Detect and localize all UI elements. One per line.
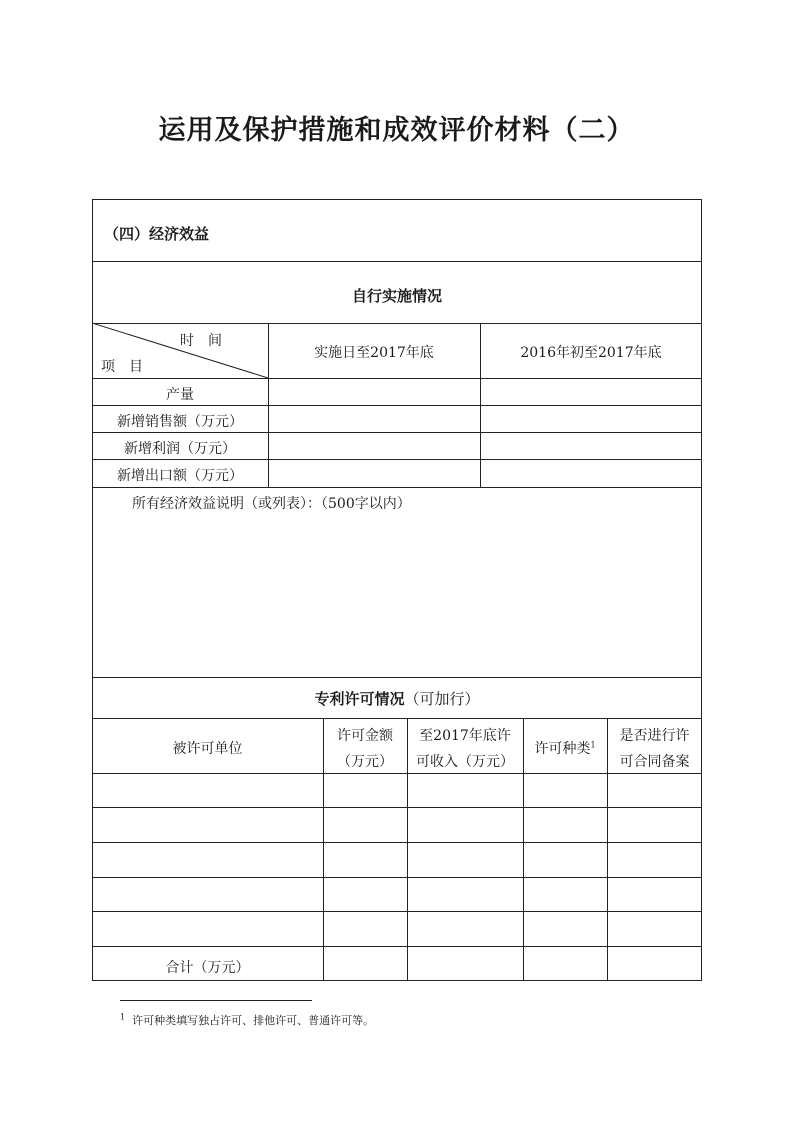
row-label-export: 新增出口额（万元）: [117, 468, 243, 484]
row-label-profit: 新增利润（万元）: [124, 441, 236, 457]
col-2016-2017: 2016年初至2017年底: [520, 345, 662, 361]
row-label-sales: 新增销售额（万元）: [117, 414, 243, 430]
header-time-label: 时 间: [180, 333, 222, 349]
col-record-line1: 是否进行许: [619, 728, 690, 744]
divider: [92, 677, 702, 678]
divider: [92, 807, 702, 808]
header-item-label: 项 目: [101, 359, 143, 375]
divider: [92, 773, 702, 774]
col-licensee: 被许可单位: [172, 741, 243, 757]
divider: [92, 459, 702, 460]
row-label-output: 产量: [166, 387, 194, 403]
col-amount-line2: （万元）: [337, 754, 393, 770]
page-title: 运用及保护措施和成效评价材料（二）: [158, 115, 635, 146]
divider: [92, 946, 702, 947]
table-frame: [92, 199, 702, 981]
divider: [92, 432, 702, 433]
col-amount-line1: 许可金额: [337, 728, 393, 744]
economic-note-label: 所有经济效益说明（或列表）：（500字以内）: [132, 496, 411, 512]
footnote: $^1$ 许可种类填写独占许可、排他许可、普通许可等。: [120, 1012, 375, 1027]
divider: [92, 911, 702, 912]
section-heading: （四）经济效益: [104, 225, 210, 243]
self-impl-heading: 自行实施情况: [351, 287, 442, 305]
divider: [92, 487, 702, 488]
divider: [92, 405, 702, 406]
divider: [92, 842, 702, 843]
col-income-line1: 至2017年底许: [419, 728, 511, 744]
col-record-line2: 可合同备案: [619, 754, 690, 770]
divider: [92, 877, 702, 878]
col-since-impl: 实施日至2017年底: [314, 345, 434, 361]
license-heading: 专利许可情况（可加行）: [314, 690, 480, 708]
divider: [92, 261, 702, 262]
footnote-rule: [120, 1000, 312, 1001]
total-label: 合计（万元）: [165, 960, 250, 976]
divider: [92, 718, 702, 719]
col-license-type: 许可种类$^1$: [534, 740, 596, 757]
col-income-line2: 可收入（万元）: [416, 754, 514, 770]
